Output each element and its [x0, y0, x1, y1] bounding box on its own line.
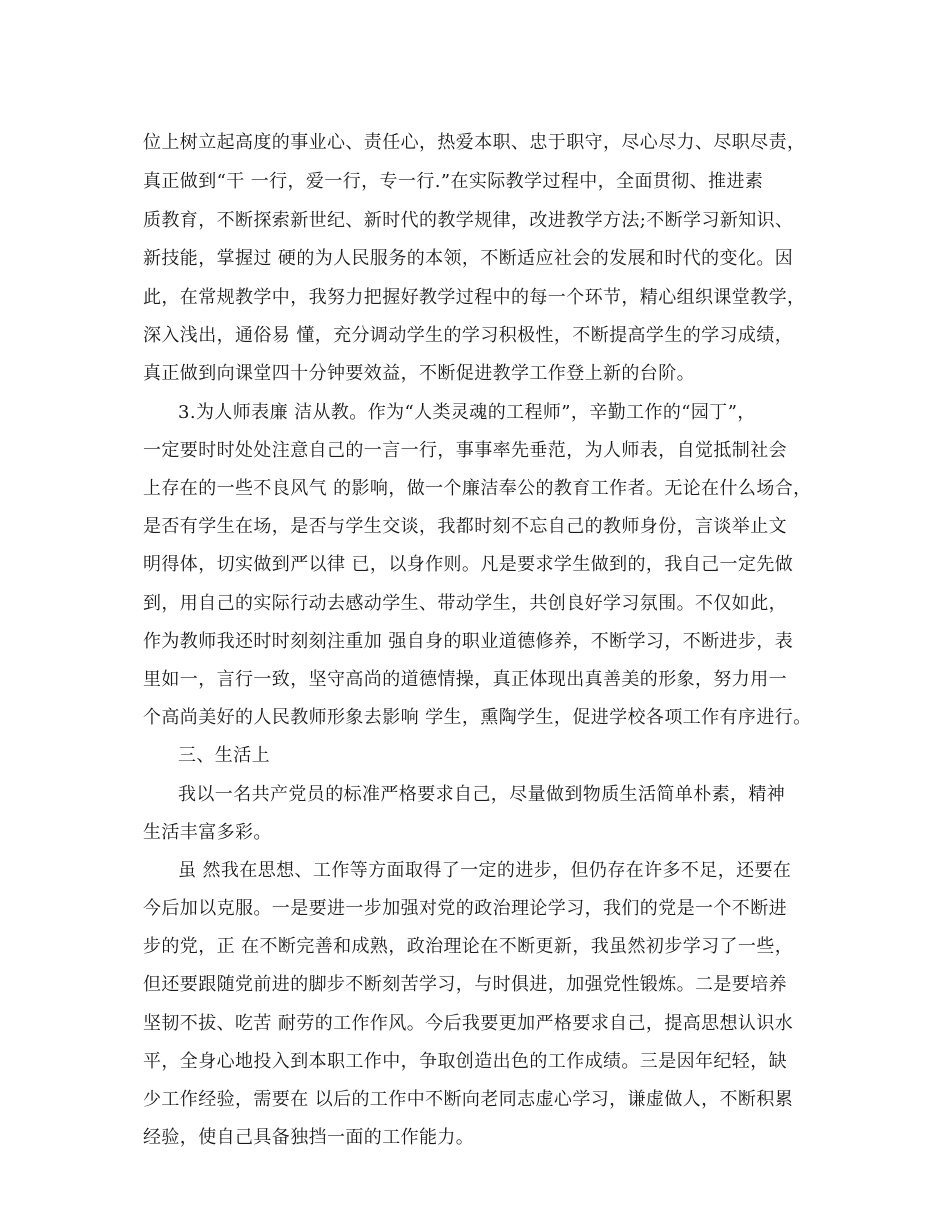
text-line: 新技能，掌握过 硬的为人民服务的本领，不断适应社会的发展和时代的变化。因: [143, 248, 794, 269]
text-line: 真正做到“干 一行，爱一行，专一行.”在实际教学过程中，全面贯彻、推进素: [143, 171, 764, 192]
paragraph-start-line: 3.为人师表廉 洁从教。作为“人类灵魂的工程师”，辛勤工作的“园丁”，: [178, 402, 756, 423]
text-line: 经验，使自己具备独挡一面的工作能力。: [143, 1127, 475, 1148]
paragraph-start-line: 我以一名共产党员的标准严格要求自己，尽量做到物质生活简单朴素，精神: [178, 784, 786, 805]
text-line: 质教育，不断探索新世纪、新时代的教学规律，改进教学方法;不断学习新知识、: [143, 210, 794, 231]
text-line: 此，在常规教学中，我努力把握好教学过程中的每一个环节，精心组织课堂教学，: [143, 287, 806, 308]
text-line: 是否有学生在场，是否与学生交谈，我都时刻不忘自己的教师身份，言谈举止文: [143, 516, 787, 537]
text-line: 个高尚美好的人民教师形象去影响 学生，熏陶学生，促进学校各项工作有序进行。: [143, 707, 812, 728]
text-line: 平，全身心地投入到本职工作中，争取创造出色的工作成绩。三是因年纪轻，缺: [143, 1051, 787, 1072]
text-line: 到，用自己的实际行动去感动学生、带动学生，共创良好学习氛围。不仅如此，: [143, 593, 787, 614]
text-line: 步的党，正 在不断完善和成熟，政治理论在不断更新，我虽然初步学习了一些，: [143, 936, 794, 957]
text-line: 里如一，言行一致，坚守高尚的道德情操，真正体现出真善美的形象，努力用一: [143, 669, 787, 690]
text-line: 位上树立起高度的事业心、责任心，热爱本职、忠于职守，尽心尽力、尽职尽责，: [143, 132, 806, 153]
text-line: 少工作经验，需要在 以后的工作中不断向老同志虚心学习，谦虚做人，不断积累: [143, 1089, 794, 1110]
text-line: 真正做到向课堂四十分钟要效益，不断促进教学工作登上新的台阶。: [143, 363, 695, 384]
text-line: 作为教师我还时时刻刻注重加 强自身的职业道德修养，不断学习，不断进步，表: [143, 631, 794, 652]
text-line: 坚韧不拔、吃苦 耐劳的工作作风。今后我要更加严格要求自己，提高思想认识水: [143, 1013, 794, 1034]
section-heading: 三、生活上: [178, 745, 270, 766]
paragraph-start-line: 虽 然我在思想、工作等方面取得了一定的进步，但仍存在许多不足，还要在: [178, 860, 792, 881]
text-line: 深入浅出，通俗易 懂，充分调动学生的学习积极性，不断提高学生的学习成绩，: [143, 325, 794, 346]
text-line: 一定要时时处处注意自己的一言一行，事事率先垂范，为人师表，自觉抵制社会: [143, 440, 787, 461]
text-line: 但还要跟随党前进的脚步不断刻苦学习，与时俱进，加强党性锻炼。二是要培养: [143, 974, 787, 995]
text-line: 上存在的一些不良风气 的影响，做一个廉洁奉公的教育工作者。无论在什么场合，: [143, 478, 812, 499]
text-line: 今后加以克服。一是要进一步加强对党的政治理论学习，我们的党是一个不断进: [143, 898, 787, 919]
text-line: 明得体，切实做到严以律 已，以身作则。凡是要求学生做到的，我自己一定先做: [143, 554, 794, 575]
text-line: 生活丰富多彩。: [143, 822, 272, 843]
